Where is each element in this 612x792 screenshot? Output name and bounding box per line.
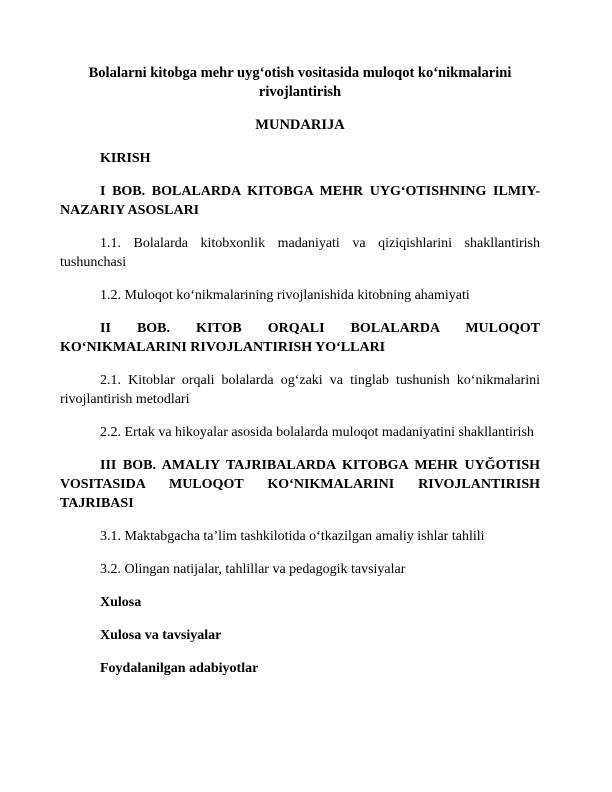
toc-heading: MUNDARIJA: [255, 117, 345, 133]
toc-entry-chapter-1: I BOB. BOLALARDA KITOBGA MEHR UYG‘OTISHNING ILMIY-NAZARIY ASOSLARI: [60, 184, 540, 218]
document-title: Bolalarni kitobga mehr uyg‘otish vositasida muloqot ko‘nikmalarini rivojlantirish: [88, 65, 512, 100]
toc-entry-conclusion: Xulosa: [100, 595, 142, 610]
toc-entry-section-1-2: 1.2. Muloqot ko‘nikmalarining rivojlanishida kitobning ahamiyati: [100, 288, 470, 303]
toc-entry-section-2-1: 2.1. Kitoblar orqali bolalarda og‘zaki va tinglab tushunish ko‘nikmalarini rivojlantirish metodlari: [60, 373, 540, 407]
toc-entry-section-2-2: 2.2. Ertak va hikoyalar asosida bolalarda muloqot madaniyatini shakllantirish: [100, 425, 534, 440]
toc-entry-references: Foydalanilgan adabiyotlar: [100, 661, 259, 676]
toc-entry-chapter-3: III BOB. AMALIY TAJRIBALARDA KITOBGA MEHR UYĞOTISH VOSITASIDA MULOQOT KO‘NIKMALARINI RIVOJLANTIRISH TAJRIBASI: [60, 458, 540, 511]
toc-entry-section-1-1: 1.1. Bolalarda kitobxonlik madaniyati va qiziqishlarini shakllantirish tushunchasi: [60, 236, 540, 270]
toc-entry-section-3-1: 3.1. Maktabgacha ta’lim tashkilotida o‘tkazilgan amaliy ishlar tahlili: [100, 529, 485, 544]
toc-entry-section-3-2: 3.2. Olingan natijalar, tahlillar va pedagogik tavsiyalar: [100, 562, 406, 577]
toc-entry-conclusion-recommendations: Xulosa va tavsiyalar: [100, 628, 222, 643]
toc-entry-introduction: KIRISH: [100, 151, 151, 166]
document-page: [60, 64, 540, 678]
toc-entry-chapter-2: II BOB. KITOB ORQALI BOLALARDA MULOQOT KO‘NIKMALARINI RIVOJLANTIRISH YO‘LLARI: [60, 321, 540, 355]
